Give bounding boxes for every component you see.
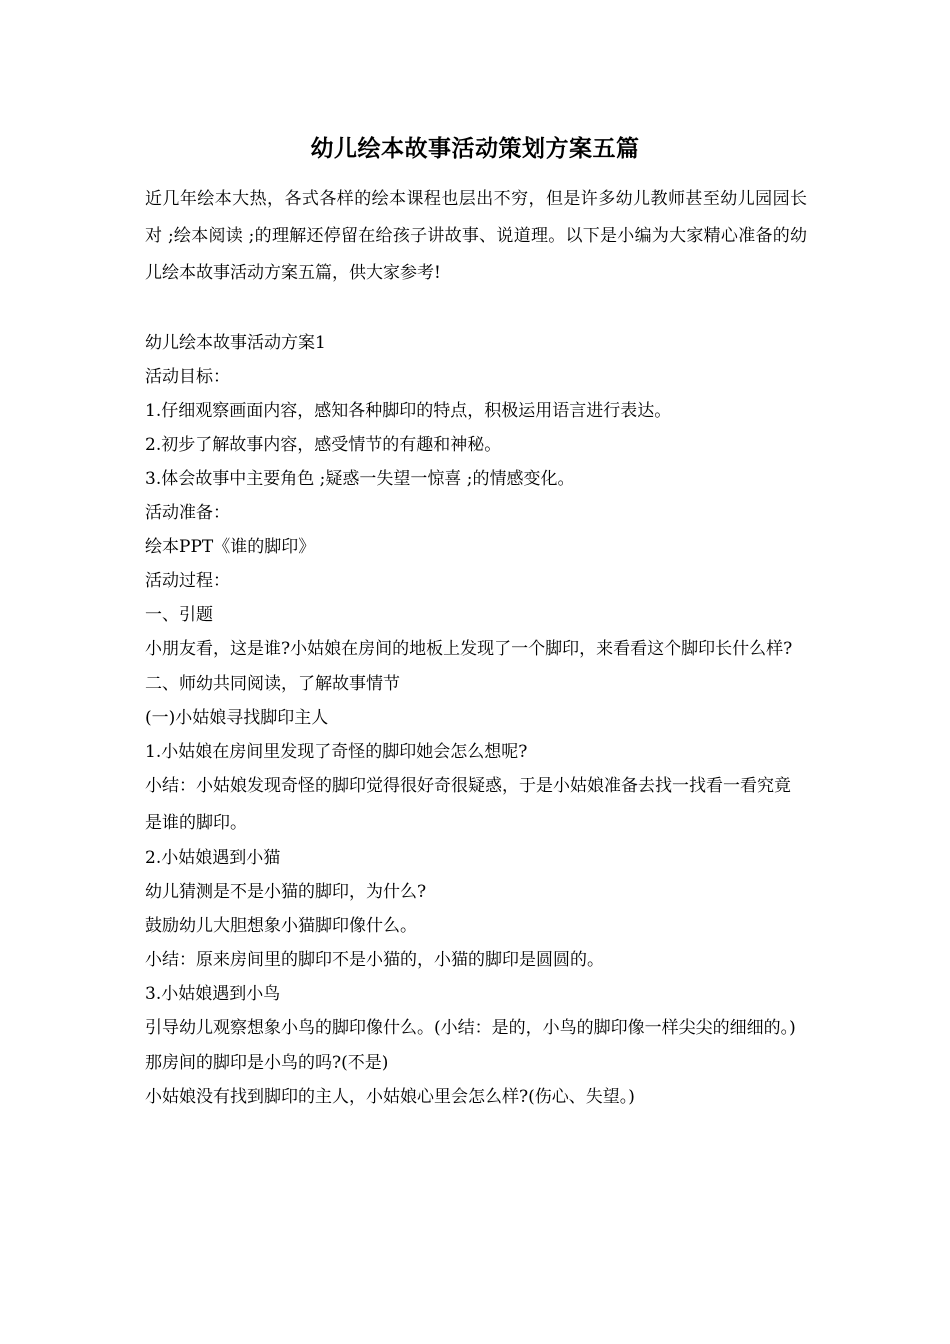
paragraph-line: 小姑娘没有找到脚印的主人，小姑娘心里会怎么样?(伤心、失望。)	[145, 1087, 635, 1107]
paragraph-line: 小结：小姑娘发现奇怪的脚印觉得很好奇很疑惑，于是小姑娘准备去找一找看一看究竟是谁的脚印。	[145, 776, 791, 833]
paragraph-line: 活动过程：	[145, 571, 230, 591]
paragraph-line: 小结：原来房间里的脚印不是小猫的，小猫的脚印是圆圆的。	[145, 950, 604, 970]
document-title: 幼儿绘本故事活动策划方案五篇	[310, 135, 640, 162]
paragraph-line: 1.小姑娘在房间里发现了奇怪的脚印她会怎么想呢?	[145, 742, 528, 762]
paragraph-line: 那房间的脚印是小鸟的吗?(不是)	[145, 1053, 389, 1073]
paragraph-line: (一)小姑娘寻找脚印主人	[145, 708, 329, 728]
paragraph-line: 3.小姑娘遇到小鸟	[145, 984, 281, 1004]
paragraph-line: 2.小姑娘遇到小猫	[145, 848, 281, 868]
paragraph-line: 3.体会故事中主要角色 ;疑惑一失望一惊喜 ;的情感变化。	[145, 469, 575, 489]
paragraph-line: 活动准备：	[145, 503, 230, 523]
paragraph-line: 引导幼儿观察想象小鸟的脚印像什么。(小结：是的，小鸟的脚印像一样尖尖的细细的。)	[145, 1018, 796, 1038]
paragraph-line: 小朋友看，这是谁?小姑娘在房间的地板上发现了一个脚印，来看看这个脚印长什么样?	[145, 639, 793, 659]
section-heading: 幼儿绘本故事活动方案1	[145, 333, 326, 353]
paragraph-line: 鼓励幼儿大胆想象小猫脚印像什么。	[145, 916, 417, 936]
paragraph-line: 绘本PPT《谁的脚印》	[145, 537, 316, 557]
paragraph-line: 1.仔细观察画面内容，感知各种脚印的特点，积极运用语言进行表达。	[145, 401, 672, 421]
intro-paragraph: 近几年绘本大热，各式各样的绘本课程也层出不穷，但是许多幼儿教师甚至幼儿园园长对 ;绘本阅读 ;的理解还停留在给孩子讲故事、说道理。以下是小编为大家精心准备的幼儿绘本故事活动方案五篇，供大家参考!	[145, 189, 807, 283]
paragraph-line: 一、引题	[145, 605, 213, 625]
paragraph-line: 2.初步了解故事内容，感受情节的有趣和神秘。	[145, 435, 502, 455]
paragraph-line: 幼儿猜测是不是小猫的脚印，为什么?	[145, 882, 427, 902]
paragraph-line: 二、师幼共同阅读，了解故事情节	[145, 674, 400, 694]
document-body	[145, 326, 807, 1114]
paragraph-line: 活动目标：	[145, 367, 230, 387]
